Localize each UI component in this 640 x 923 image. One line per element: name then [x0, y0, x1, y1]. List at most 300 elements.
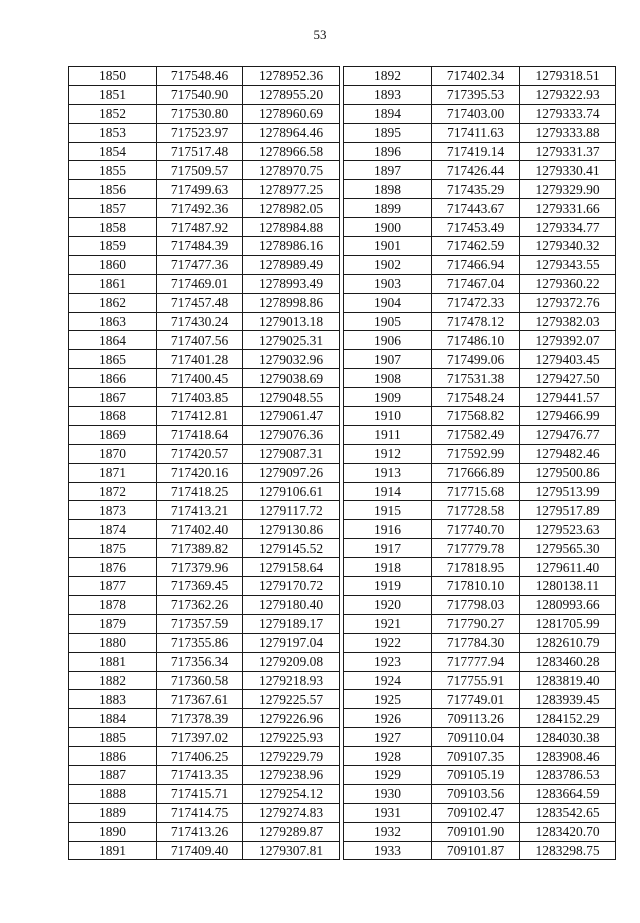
y-coordinate-cell: 1283298.75 [520, 841, 616, 860]
y-coordinate-cell: 1279225.93 [243, 728, 340, 747]
y-coordinate-cell: 1279360.22 [520, 274, 616, 293]
y-coordinate-cell: 1279197.04 [243, 633, 340, 652]
point-number-cell: 1909 [344, 388, 432, 407]
y-coordinate-cell: 1279145.52 [243, 539, 340, 558]
y-coordinate-cell: 1279025.31 [243, 331, 340, 350]
table-row [69, 463, 340, 482]
y-coordinate-cell: 1279476.77 [520, 425, 616, 444]
x-coordinate-cell: 717443.67 [432, 199, 520, 218]
y-coordinate-cell: 1279340.32 [520, 237, 616, 256]
point-number-cell: 1903 [344, 274, 432, 293]
x-coordinate-cell: 717469.01 [157, 274, 243, 293]
table-row [69, 67, 340, 86]
x-coordinate-cell: 709101.87 [432, 841, 520, 860]
y-coordinate-cell: 1278998.86 [243, 293, 340, 312]
y-coordinate-cell: 1279441.57 [520, 388, 616, 407]
point-number-cell: 1885 [69, 728, 157, 747]
x-coordinate-cell: 717517.48 [157, 142, 243, 161]
y-coordinate-cell: 1279482.46 [520, 444, 616, 463]
point-number-cell: 1866 [69, 369, 157, 388]
table-row [69, 331, 340, 350]
point-number-cell: 1922 [344, 633, 432, 652]
y-coordinate-cell: 1279565.30 [520, 539, 616, 558]
point-number-cell: 1853 [69, 123, 157, 142]
point-number-cell: 1895 [344, 123, 432, 142]
point-number-cell: 1874 [69, 520, 157, 539]
point-number-cell: 1879 [69, 614, 157, 633]
point-number-cell: 1875 [69, 539, 157, 558]
x-coordinate-cell: 717818.95 [432, 558, 520, 577]
table-row [344, 482, 616, 501]
table-row [69, 822, 340, 841]
y-coordinate-cell: 1279238.96 [243, 765, 340, 784]
x-coordinate-cell: 717715.68 [432, 482, 520, 501]
point-number-cell: 1880 [69, 633, 157, 652]
x-coordinate-cell: 709103.56 [432, 784, 520, 803]
y-coordinate-cell: 1279209.08 [243, 652, 340, 671]
table-row [344, 690, 616, 709]
table-row [344, 274, 616, 293]
table-row [69, 388, 340, 407]
table-row [344, 841, 616, 860]
point-number-cell: 1873 [69, 501, 157, 520]
x-coordinate-cell: 717509.57 [157, 161, 243, 180]
table-row [344, 161, 616, 180]
y-coordinate-cell: 1278993.49 [243, 274, 340, 293]
y-coordinate-cell: 1279038.69 [243, 369, 340, 388]
y-coordinate-cell: 1283939.45 [520, 690, 616, 709]
y-coordinate-cell: 1279382.03 [520, 312, 616, 331]
table-row [344, 614, 616, 633]
x-coordinate-cell: 717413.26 [157, 822, 243, 841]
x-coordinate-cell: 717407.56 [157, 331, 243, 350]
point-number-cell: 1929 [344, 765, 432, 784]
y-coordinate-cell: 1278970.75 [243, 161, 340, 180]
y-coordinate-cell: 1278966.58 [243, 142, 340, 161]
point-number-cell: 1926 [344, 709, 432, 728]
x-coordinate-cell: 717477.36 [157, 255, 243, 274]
point-number-cell: 1877 [69, 577, 157, 596]
point-number-cell: 1911 [344, 425, 432, 444]
y-coordinate-cell: 1279372.76 [520, 293, 616, 312]
y-coordinate-cell: 1284030.38 [520, 728, 616, 747]
y-coordinate-cell: 1279225.57 [243, 690, 340, 709]
y-coordinate-cell: 1278960.69 [243, 104, 340, 123]
x-coordinate-cell: 717531.38 [432, 369, 520, 388]
y-coordinate-cell: 1278989.49 [243, 255, 340, 274]
point-number-cell: 1888 [69, 784, 157, 803]
point-number-cell: 1851 [69, 85, 157, 104]
point-number-cell: 1907 [344, 350, 432, 369]
point-number-cell: 1878 [69, 595, 157, 614]
point-number-cell: 1883 [69, 690, 157, 709]
point-number-cell: 1910 [344, 407, 432, 426]
x-coordinate-cell: 709102.47 [432, 803, 520, 822]
y-coordinate-cell: 1279517.89 [520, 501, 616, 520]
table-row [69, 123, 340, 142]
table-row [69, 104, 340, 123]
x-coordinate-cell: 717462.59 [432, 237, 520, 256]
point-number-cell: 1890 [69, 822, 157, 841]
x-coordinate-cell: 717379.96 [157, 558, 243, 577]
x-coordinate-cell: 717357.59 [157, 614, 243, 633]
y-coordinate-cell: 1278984.88 [243, 218, 340, 237]
point-number-cell: 1869 [69, 425, 157, 444]
y-coordinate-cell: 1279307.81 [243, 841, 340, 860]
point-number-cell: 1865 [69, 350, 157, 369]
point-number-cell: 1850 [69, 67, 157, 86]
table-row [344, 350, 616, 369]
table-row [344, 293, 616, 312]
table-row [344, 652, 616, 671]
point-number-cell: 1917 [344, 539, 432, 558]
point-number-cell: 1913 [344, 463, 432, 482]
x-coordinate-cell: 717420.57 [157, 444, 243, 463]
table-row [69, 765, 340, 784]
page-number: 53 [313, 27, 327, 42]
point-number-cell: 1931 [344, 803, 432, 822]
table-row [69, 558, 340, 577]
x-coordinate-cell: 717409.40 [157, 841, 243, 860]
point-number-cell: 1893 [344, 85, 432, 104]
y-coordinate-cell: 1279331.37 [520, 142, 616, 161]
y-coordinate-cell: 1278952.36 [243, 67, 340, 86]
y-coordinate-cell: 1283460.28 [520, 652, 616, 671]
y-coordinate-cell: 1279392.07 [520, 331, 616, 350]
table-row [69, 803, 340, 822]
point-number-cell: 1933 [344, 841, 432, 860]
y-coordinate-cell: 1278955.20 [243, 85, 340, 104]
table-row [344, 784, 616, 803]
table-row [69, 350, 340, 369]
x-coordinate-cell: 717395.53 [432, 85, 520, 104]
table-row [344, 331, 616, 350]
x-coordinate-cell: 717798.03 [432, 595, 520, 614]
x-coordinate-cell: 717414.75 [157, 803, 243, 822]
y-coordinate-cell: 1279032.96 [243, 350, 340, 369]
table-row [69, 614, 340, 633]
x-coordinate-cell: 717402.40 [157, 520, 243, 539]
table-row [344, 577, 616, 596]
y-coordinate-cell: 1283786.53 [520, 765, 616, 784]
x-coordinate-cell: 717413.35 [157, 765, 243, 784]
table-row [69, 539, 340, 558]
table-row [344, 444, 616, 463]
x-coordinate-cell: 717486.10 [432, 331, 520, 350]
y-coordinate-cell: 1283819.40 [520, 671, 616, 690]
y-coordinate-cell: 1281705.99 [520, 614, 616, 633]
point-number-cell: 1854 [69, 142, 157, 161]
y-coordinate-cell: 1278964.46 [243, 123, 340, 142]
y-coordinate-cell: 1278986.16 [243, 237, 340, 256]
point-number-cell: 1852 [69, 104, 157, 123]
point-number-cell: 1861 [69, 274, 157, 293]
point-number-cell: 1927 [344, 728, 432, 747]
table-row [69, 407, 340, 426]
y-coordinate-cell: 1279513.99 [520, 482, 616, 501]
x-coordinate-cell: 717418.64 [157, 425, 243, 444]
point-number-cell: 1915 [344, 501, 432, 520]
y-coordinate-cell: 1279117.72 [243, 501, 340, 520]
table-row [344, 633, 616, 652]
point-number-cell: 1919 [344, 577, 432, 596]
x-coordinate-cell: 717728.58 [432, 501, 520, 520]
y-coordinate-cell: 1279523.63 [520, 520, 616, 539]
x-coordinate-cell: 717499.06 [432, 350, 520, 369]
x-coordinate-cell: 717420.16 [157, 463, 243, 482]
table-row [69, 784, 340, 803]
point-number-cell: 1920 [344, 595, 432, 614]
point-number-cell: 1891 [69, 841, 157, 860]
x-coordinate-cell: 717530.80 [157, 104, 243, 123]
x-coordinate-cell: 717412.81 [157, 407, 243, 426]
point-number-cell: 1932 [344, 822, 432, 841]
table-row [344, 803, 616, 822]
point-number-cell: 1872 [69, 482, 157, 501]
table-row [69, 180, 340, 199]
point-number-cell: 1924 [344, 671, 432, 690]
point-number-cell: 1902 [344, 255, 432, 274]
x-coordinate-cell: 717478.12 [432, 312, 520, 331]
point-number-cell: 1857 [69, 199, 157, 218]
table-row [344, 671, 616, 690]
y-coordinate-cell: 1279500.86 [520, 463, 616, 482]
table-row [69, 199, 340, 218]
y-coordinate-cell: 1279189.17 [243, 614, 340, 633]
point-number-cell: 1897 [344, 161, 432, 180]
x-coordinate-cell: 717755.91 [432, 671, 520, 690]
point-number-cell: 1899 [344, 199, 432, 218]
y-coordinate-cell: 1279013.18 [243, 312, 340, 331]
table-row [69, 425, 340, 444]
point-number-cell: 1886 [69, 747, 157, 766]
y-coordinate-cell: 1279130.86 [243, 520, 340, 539]
point-number-cell: 1898 [344, 180, 432, 199]
y-coordinate-cell: 1280993.66 [520, 595, 616, 614]
point-number-cell: 1863 [69, 312, 157, 331]
table-row [69, 218, 340, 237]
y-coordinate-cell: 1279106.61 [243, 482, 340, 501]
table-row [344, 407, 616, 426]
point-number-cell: 1881 [69, 652, 157, 671]
table-row [69, 671, 340, 690]
y-coordinate-cell: 1283664.59 [520, 784, 616, 803]
y-coordinate-cell: 1279087.31 [243, 444, 340, 463]
coordinates-table-right [343, 66, 616, 860]
point-number-cell: 1904 [344, 293, 432, 312]
point-number-cell: 1901 [344, 237, 432, 256]
y-coordinate-cell: 1283908.46 [520, 747, 616, 766]
table-row [344, 67, 616, 86]
x-coordinate-cell: 717779.78 [432, 539, 520, 558]
table-row [69, 520, 340, 539]
point-number-cell: 1923 [344, 652, 432, 671]
table-row [69, 237, 340, 256]
point-number-cell: 1925 [344, 690, 432, 709]
table-row [69, 633, 340, 652]
x-coordinate-cell: 717401.28 [157, 350, 243, 369]
x-coordinate-cell: 717466.94 [432, 255, 520, 274]
y-coordinate-cell: 1279611.40 [520, 558, 616, 577]
point-number-cell: 1882 [69, 671, 157, 690]
x-coordinate-cell: 717356.34 [157, 652, 243, 671]
x-coordinate-cell: 717457.48 [157, 293, 243, 312]
y-coordinate-cell: 1279274.83 [243, 803, 340, 822]
x-coordinate-cell: 717749.01 [432, 690, 520, 709]
table-row [344, 388, 616, 407]
y-coordinate-cell: 1278982.05 [243, 199, 340, 218]
x-coordinate-cell: 717415.71 [157, 784, 243, 803]
table-row [344, 463, 616, 482]
x-coordinate-cell: 717548.46 [157, 67, 243, 86]
point-number-cell: 1870 [69, 444, 157, 463]
x-coordinate-cell: 717369.45 [157, 577, 243, 596]
table-row [69, 728, 340, 747]
point-number-cell: 1896 [344, 142, 432, 161]
y-coordinate-cell: 1282610.79 [520, 633, 616, 652]
point-number-cell: 1876 [69, 558, 157, 577]
x-coordinate-cell: 709105.19 [432, 765, 520, 784]
x-coordinate-cell: 717403.85 [157, 388, 243, 407]
y-coordinate-cell: 1279466.99 [520, 407, 616, 426]
table-row [344, 822, 616, 841]
point-number-cell: 1889 [69, 803, 157, 822]
table-row [69, 747, 340, 766]
point-number-cell: 1867 [69, 388, 157, 407]
table-row [344, 728, 616, 747]
table-row [69, 690, 340, 709]
point-number-cell: 1900 [344, 218, 432, 237]
y-coordinate-cell: 1279218.93 [243, 671, 340, 690]
point-number-cell: 1905 [344, 312, 432, 331]
x-coordinate-cell: 717499.63 [157, 180, 243, 199]
table-row [344, 199, 616, 218]
table-row [69, 577, 340, 596]
y-coordinate-cell: 1279334.77 [520, 218, 616, 237]
y-coordinate-cell: 1279343.55 [520, 255, 616, 274]
point-number-cell: 1930 [344, 784, 432, 803]
point-number-cell: 1906 [344, 331, 432, 350]
point-number-cell: 1921 [344, 614, 432, 633]
point-number-cell: 1912 [344, 444, 432, 463]
table-row [344, 595, 616, 614]
y-coordinate-cell: 1279318.51 [520, 67, 616, 86]
x-coordinate-cell: 717362.26 [157, 595, 243, 614]
point-number-cell: 1855 [69, 161, 157, 180]
x-coordinate-cell: 717740.70 [432, 520, 520, 539]
point-number-cell: 1887 [69, 765, 157, 784]
table-row [69, 85, 340, 104]
x-coordinate-cell: 709107.35 [432, 747, 520, 766]
x-coordinate-cell: 717777.94 [432, 652, 520, 671]
y-coordinate-cell: 1279330.41 [520, 161, 616, 180]
y-coordinate-cell: 1279076.36 [243, 425, 340, 444]
point-number-cell: 1914 [344, 482, 432, 501]
point-number-cell: 1862 [69, 293, 157, 312]
y-coordinate-cell: 1279180.40 [243, 595, 340, 614]
x-coordinate-cell: 709101.90 [432, 822, 520, 841]
y-coordinate-cell: 1279333.88 [520, 123, 616, 142]
y-coordinate-cell: 1279097.26 [243, 463, 340, 482]
table-row [344, 312, 616, 331]
table-row [344, 85, 616, 104]
table-row [344, 218, 616, 237]
y-coordinate-cell: 1279061.47 [243, 407, 340, 426]
table-row [69, 595, 340, 614]
y-coordinate-cell: 1279331.66 [520, 199, 616, 218]
y-coordinate-cell: 1279289.87 [243, 822, 340, 841]
table-row [344, 255, 616, 274]
x-coordinate-cell: 717453.49 [432, 218, 520, 237]
table-row [344, 369, 616, 388]
y-coordinate-cell: 1279322.93 [520, 85, 616, 104]
table-row [69, 652, 340, 671]
x-coordinate-cell: 717523.97 [157, 123, 243, 142]
point-number-cell: 1864 [69, 331, 157, 350]
table-row [344, 765, 616, 784]
x-coordinate-cell: 717403.00 [432, 104, 520, 123]
x-coordinate-cell: 717419.14 [432, 142, 520, 161]
point-number-cell: 1916 [344, 520, 432, 539]
table-row [69, 312, 340, 331]
x-coordinate-cell: 717400.45 [157, 369, 243, 388]
point-number-cell: 1859 [69, 237, 157, 256]
x-coordinate-cell: 717784.30 [432, 633, 520, 652]
table-row [344, 501, 616, 520]
x-coordinate-cell: 717492.36 [157, 199, 243, 218]
x-coordinate-cell: 717467.04 [432, 274, 520, 293]
x-coordinate-cell: 717666.89 [432, 463, 520, 482]
x-coordinate-cell: 717367.61 [157, 690, 243, 709]
x-coordinate-cell: 717413.21 [157, 501, 243, 520]
x-coordinate-cell: 717397.02 [157, 728, 243, 747]
point-number-cell: 1871 [69, 463, 157, 482]
y-coordinate-cell: 1279170.72 [243, 577, 340, 596]
point-number-cell: 1884 [69, 709, 157, 728]
x-coordinate-cell: 717568.82 [432, 407, 520, 426]
point-number-cell: 1928 [344, 747, 432, 766]
x-coordinate-cell: 717582.49 [432, 425, 520, 444]
x-coordinate-cell: 717418.25 [157, 482, 243, 501]
x-coordinate-cell: 717592.99 [432, 444, 520, 463]
table-row [344, 709, 616, 728]
x-coordinate-cell: 709110.04 [432, 728, 520, 747]
y-coordinate-cell: 1279427.50 [520, 369, 616, 388]
table-row [344, 425, 616, 444]
x-coordinate-cell: 717402.34 [432, 67, 520, 86]
y-coordinate-cell: 1283420.70 [520, 822, 616, 841]
x-coordinate-cell: 717472.33 [432, 293, 520, 312]
table-row [69, 709, 340, 728]
table-row [69, 482, 340, 501]
table-row [344, 539, 616, 558]
x-coordinate-cell: 717548.24 [432, 388, 520, 407]
point-number-cell: 1860 [69, 255, 157, 274]
table-row [344, 558, 616, 577]
y-coordinate-cell: 1279333.74 [520, 104, 616, 123]
x-coordinate-cell: 717378.39 [157, 709, 243, 728]
x-coordinate-cell: 717411.63 [432, 123, 520, 142]
point-number-cell: 1858 [69, 218, 157, 237]
table-row [69, 255, 340, 274]
y-coordinate-cell: 1283542.65 [520, 803, 616, 822]
y-coordinate-cell: 1279329.90 [520, 180, 616, 199]
table-row [69, 293, 340, 312]
table-row [344, 520, 616, 539]
x-coordinate-cell: 717355.86 [157, 633, 243, 652]
x-coordinate-cell: 717810.10 [432, 577, 520, 596]
y-coordinate-cell: 1279226.96 [243, 709, 340, 728]
